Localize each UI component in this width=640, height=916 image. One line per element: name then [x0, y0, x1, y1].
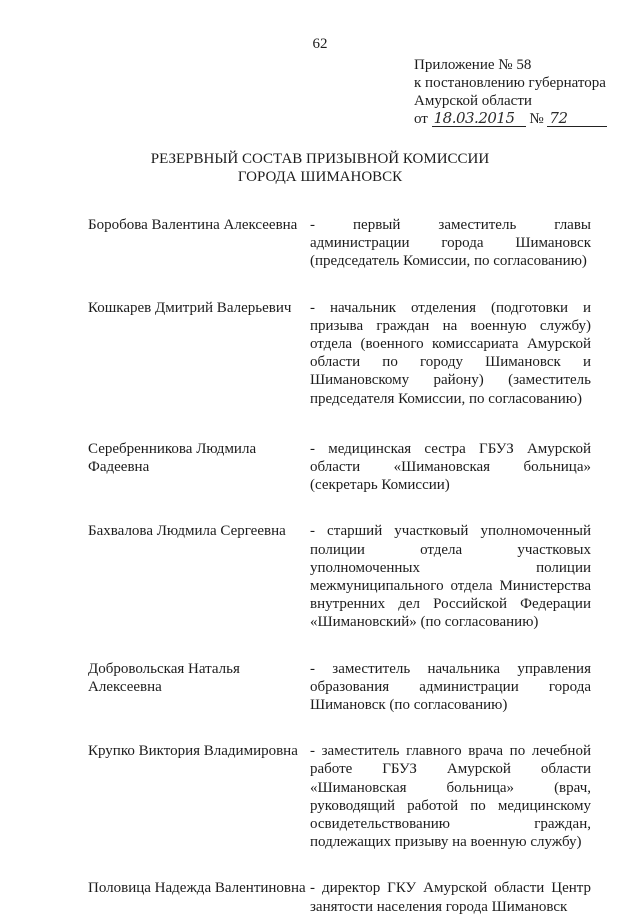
handwritten-number: 72 [547, 110, 607, 127]
member-role: - директор ГКУ Амурской области Центр занятости населения города Шимановск [310, 880, 591, 915]
member-name: Боробова Валентина Алексеевна [88, 217, 298, 233]
document-title [0, 150, 640, 186]
member-name: Серебренникова Людмила Фадеевна [88, 440, 257, 476]
member-role: - заместитель главного врача по лечебной работе ГБУЗ Амурской области «Шимановская больница» (врач, руководящий работой по медицинскому освидетельствованию граждан, подлежащих призыву на военную службу) [310, 743, 591, 851]
appendix-block [414, 56, 607, 128]
member-row [88, 216, 608, 271]
member-name: Бахвалова Людмила Сергеевна [88, 523, 286, 540]
member-role: - старший участковый уполномоченный полиции отдела участковых уполномоченных полиции межмуниципального отдела Министерства внутренних дел Российской Федерации «Шимановский» (по согласованию) [310, 523, 591, 631]
member-role: - начальник отделения (подготовки и призыва граждан на военную службу) отдела (военного комиссариата Амурской области по городу Шимановск и Шимановскому району) (заместитель председателя Комиссии, по согласованию) [310, 299, 591, 407]
member-name: Кошкарев Дмитрий Валерьевич [88, 299, 292, 316]
member-name: Половица Надежда Валентиновна [88, 880, 306, 897]
member-row [88, 879, 608, 915]
date-prefix: от [414, 111, 428, 127]
member-row [88, 742, 608, 851]
appendix-line3: Амурской области [414, 93, 532, 109]
appendix-line1: Приложение № 58 [414, 57, 532, 73]
title-line2: ГОРОДА ШИМАНОВСК [237, 169, 403, 185]
member-role: - медицинская сестра ГБУЗ Амурской области «Шимановская больница» (секретарь Комиссии) [310, 440, 591, 494]
member-row [88, 299, 608, 408]
page-number: 62 [312, 36, 328, 52]
member-name: Добровольская Наталья Алексеевна [88, 660, 240, 695]
member-row [88, 440, 608, 495]
member-role: - заместитель начальника управления образования администрации города Шимановск (по согласованию) [310, 660, 591, 714]
member-row [88, 660, 608, 715]
member-name: Крупко Виктория Владимировна [88, 743, 298, 760]
title-line1: РЕЗЕРВНЫЙ СОСТАВ ПРИЗЫВНОЙ КОМИССИИ [150, 151, 490, 167]
member-role: - первый заместитель главы администрации города Шимановск (председатель Комиссии, по согласованию) [310, 217, 591, 270]
appendix-date-line [414, 110, 607, 128]
members-list [88, 216, 608, 916]
member-row [88, 522, 608, 631]
handwritten-date: 18.03.2015 [432, 110, 526, 127]
number-label: № [529, 111, 544, 127]
appendix-line2: к постановлению губернатора [414, 75, 606, 91]
